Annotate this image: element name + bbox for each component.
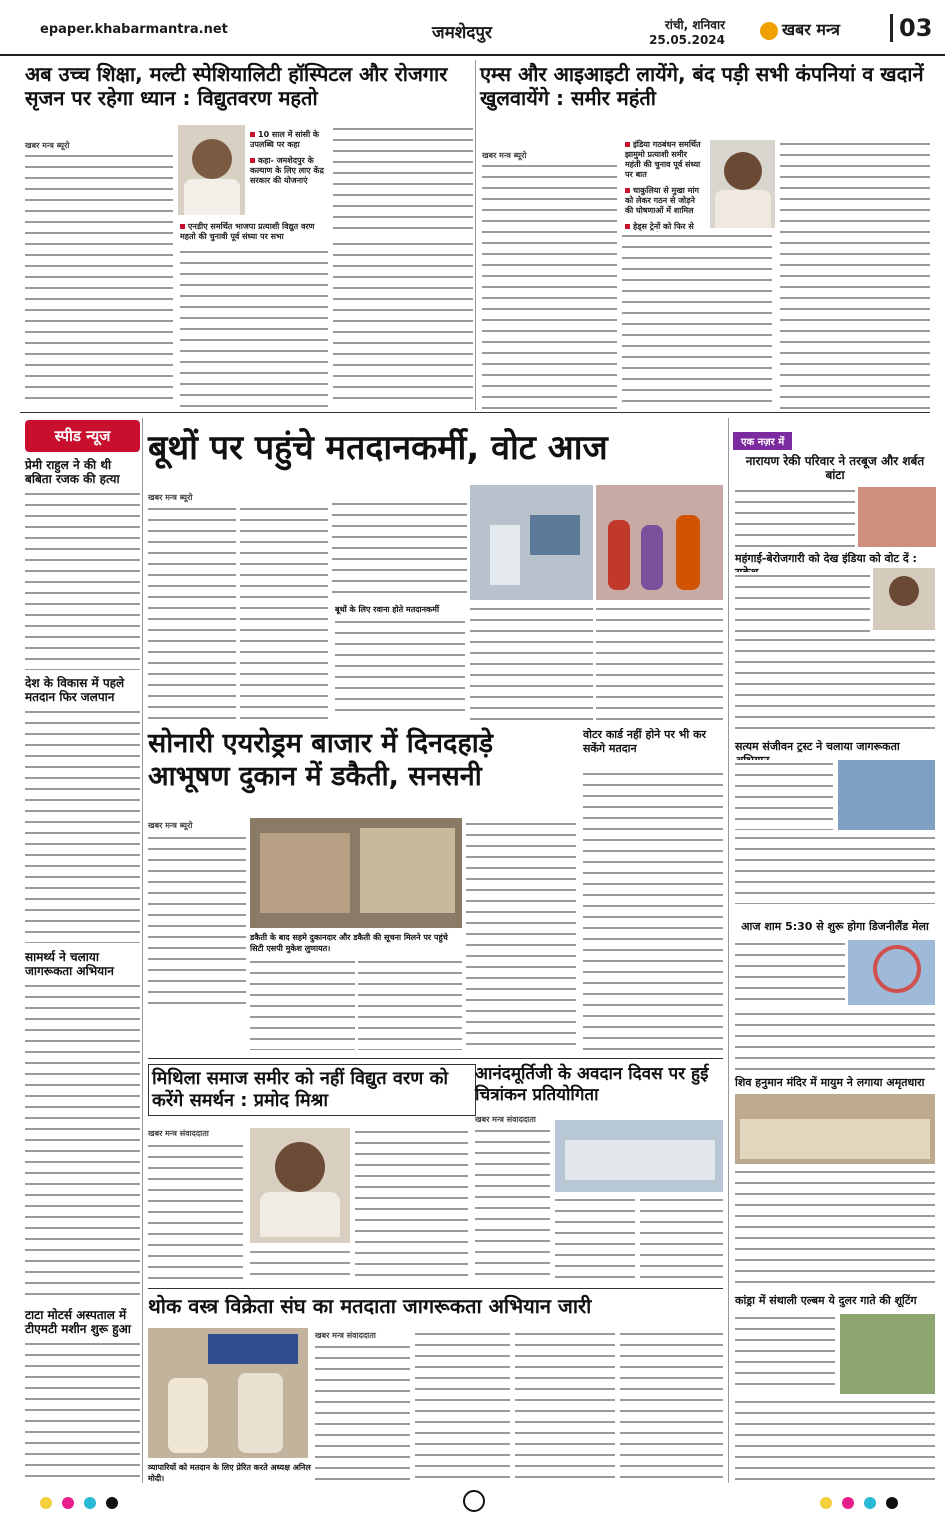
right-item-3-body bbox=[735, 760, 833, 830]
sonari-photo-caption: डकैती के बाद सहमे दुकानदार और डकैती की सूचना मिलने पर पहुंचे सिटी एसपी मुकेश लुणायत। bbox=[250, 933, 448, 953]
speed-news-label: स्पीड न्यूज bbox=[54, 427, 111, 445]
right-item-3-photo bbox=[838, 760, 935, 830]
top-left-photo-caption: एनडीए समर्थित भाजपा प्रत्याशी विद्युत वरण महतो की चुनावी पूर्व संध्या पर सभा bbox=[180, 222, 325, 242]
dot-black bbox=[886, 1497, 898, 1509]
section-divider bbox=[20, 412, 930, 413]
anandmurti-body-col1 bbox=[475, 1127, 550, 1282]
main-headline: बूथों पर पहुंचे मतदानकर्मी, वोट आज bbox=[148, 428, 608, 468]
top-left-headline: अब उच्च शिक्षा, मल्टी स्पेशियालिटी हॉस्पिटल और रोजगार सृजन पर रहेगा ध्यान : विद्युतवरण महतो bbox=[25, 62, 448, 111]
top-right-photo bbox=[710, 140, 775, 228]
bullet-1: इंडिया गठबंधन समर्थित झामुमो प्रत्याशी समीर महंती की चुनाव पूर्व संध्या पर बात bbox=[625, 140, 705, 180]
thok-photo-caption: व्यापारियों को मतदान के लिए प्रेरित करते अध्यक्ष अनिल मोदी। bbox=[148, 1463, 311, 1483]
sonari-body-col4 bbox=[466, 820, 576, 1050]
voter-card-box bbox=[583, 728, 723, 756]
bullet-2: कहा- जमशेदपुर के कल्याण के लिए लाए केंद्र सरकार की योजनाएं bbox=[250, 156, 324, 185]
speed-item-3-title: सामर्थ्य ने चलाया जागरूकता अभियान bbox=[25, 950, 114, 978]
color-dots-right bbox=[820, 1494, 903, 1513]
page-number: 03 bbox=[890, 14, 932, 42]
dot-yellow bbox=[40, 1497, 52, 1509]
right-item-4-photo bbox=[848, 940, 935, 1005]
mithila-body-col1 bbox=[148, 1142, 243, 1282]
divider-mid bbox=[148, 1058, 723, 1059]
voter-card-headline: वोटर कार्ड नहीं होने पर भी कर सकेंगे मतदान bbox=[583, 728, 707, 755]
top-left-bullets-right bbox=[250, 130, 325, 186]
top-right-bullets bbox=[625, 140, 705, 242]
thok-body-col1 bbox=[315, 1343, 410, 1483]
speed-item-2-body bbox=[25, 708, 140, 943]
brand-logo-icon bbox=[760, 22, 778, 40]
right-item-2-body bbox=[735, 572, 870, 632]
edition-date bbox=[615, 18, 725, 48]
main-body-col4 bbox=[335, 618, 465, 720]
brand-logo bbox=[760, 18, 840, 40]
registration-mark-icon bbox=[463, 1490, 485, 1512]
dot-magenta bbox=[62, 1497, 74, 1509]
main-byline: खबर मन्त्र ब्यूरो bbox=[148, 493, 193, 502]
speed-item-1-title: प्रेमी राहुल ने की थी बबिता रजक की हत्या bbox=[25, 458, 120, 486]
right-item-3-body-b bbox=[735, 834, 935, 904]
top-left-photo bbox=[178, 125, 245, 215]
right-item-6-body-b bbox=[735, 1398, 935, 1483]
right-item-5-body bbox=[735, 1168, 935, 1288]
main-photo-2 bbox=[596, 485, 723, 600]
divider-right bbox=[728, 418, 729, 1483]
thok-body-col2 bbox=[415, 1330, 510, 1483]
anandmurti-photo bbox=[555, 1120, 723, 1192]
top-right-byline: खबर मन्त्र ब्यूरो bbox=[482, 151, 527, 160]
divider-bottom bbox=[148, 1288, 723, 1289]
edition-city: जमशेदपुर bbox=[432, 23, 492, 43]
top-right-body-col2 bbox=[622, 232, 772, 410]
bullet-3: हेड्स ट्रेनों को फिर से bbox=[625, 222, 705, 242]
thok-body-col3 bbox=[515, 1330, 615, 1483]
main-body-col5 bbox=[470, 605, 593, 720]
top-left-byline: खबर मन्त्र ब्यूरो bbox=[25, 141, 70, 150]
right-item-4-title: आज शाम 5:30 से शुरू होगा डिजनीलैंड मेला bbox=[741, 920, 929, 933]
bullet-1: 10 साल में सांसी के उपलब्धि पर कहा bbox=[250, 130, 325, 150]
voter-card-body bbox=[583, 770, 723, 1050]
mithila-body-col2 bbox=[250, 1248, 350, 1283]
anandmurti-headline: आनंदमूर्तिजी के अवदान दिवस पर हुई चित्रांकन प्रतियोगिता bbox=[475, 1064, 709, 1105]
right-item-6-photo bbox=[840, 1314, 935, 1394]
divider-left bbox=[142, 418, 143, 1483]
nazar-label: एक नज़र में bbox=[733, 432, 792, 450]
right-item-1-photo bbox=[858, 487, 936, 547]
color-dots-left bbox=[40, 1494, 123, 1513]
dot-cyan bbox=[84, 1497, 96, 1509]
top-left-body-col3b bbox=[333, 240, 473, 408]
top-right-body-col3 bbox=[780, 140, 930, 410]
speed-item-4-body bbox=[25, 1340, 140, 1480]
main-body-col6 bbox=[596, 605, 723, 720]
dot-cyan bbox=[864, 1497, 876, 1509]
main-photo-caption: बूथों के लिए रवाना होते मतदानकर्मी bbox=[335, 605, 440, 614]
epaper-url[interactable]: epaper.khabarmantra.net bbox=[40, 22, 228, 37]
mithila-body-col3 bbox=[355, 1128, 468, 1283]
main-body-col1 bbox=[148, 505, 236, 720]
thok-photo bbox=[148, 1328, 308, 1458]
mithila-photo bbox=[250, 1128, 350, 1243]
right-item-2-title: महंगाई-बेरोजगारी को देख इंडिया को वोट दें : bbox=[735, 552, 917, 565]
mithila-headline: मिथिला समाज समीर को नहीं विद्युत वरण को करेंगे समर्थन : प्रमोद मिश्रा bbox=[148, 1064, 476, 1116]
top-left-body-col3 bbox=[333, 125, 473, 235]
thok-byline: खबर मन्त्र संवाददाता bbox=[315, 1331, 376, 1340]
sonari-headline: सोनारी एयरोड्रम बाजार में दिनदहाड़े आभूषण दुकान में डकैती, सनसनी bbox=[148, 728, 494, 792]
brand-name: खबर मन्त्र bbox=[782, 20, 840, 39]
speed-item-4-title: टाटा मोटर्स अस्पताल में टीएमटी मशीन शुरू हुआ bbox=[25, 1308, 131, 1336]
top-right-body-col1 bbox=[482, 162, 617, 409]
right-item-2-photo bbox=[873, 568, 935, 630]
bullet-2: चाकुलिया से मुखा मांग को लेकर गठन से जोड़ने की घोषणाओं में शामिल bbox=[625, 186, 705, 216]
right-item-3-title: सत्यम संजीवन ट्रस्ट ने चलाया जागरूकता bbox=[735, 740, 900, 753]
dot-yellow bbox=[820, 1497, 832, 1509]
date-line-2: 25.05.2024 bbox=[649, 33, 725, 47]
right-item-5-photo bbox=[735, 1094, 935, 1164]
right-item-2-body-b bbox=[735, 636, 935, 736]
sonari-photo bbox=[250, 818, 462, 928]
right-item-4-body-b bbox=[735, 1010, 935, 1070]
right-item-5-title: शिव हनुमान मंदिर में मायुम ने लगाया अमृतधारा bbox=[735, 1076, 925, 1089]
divider-top bbox=[475, 60, 476, 410]
sonari-body-col3 bbox=[358, 958, 462, 1050]
right-item-1-title: नारायण रेकी परिवार ने तरबूज और शर्बत बांटा bbox=[745, 454, 925, 482]
speed-item-2-title: देश के विकास में पहले मतदान फिर जलपान bbox=[25, 676, 125, 704]
nazar-section-header bbox=[733, 430, 938, 448]
dot-magenta bbox=[842, 1497, 854, 1509]
sonari-body-col1 bbox=[148, 834, 246, 1004]
mithila-byline: खबर मन्त्र संवाददाता bbox=[148, 1129, 209, 1138]
date-line-1: रांची, शनिवार bbox=[664, 18, 725, 32]
anandmurti-body-col3 bbox=[640, 1196, 723, 1282]
top-left-body-col2 bbox=[180, 248, 328, 408]
right-item-1-body bbox=[735, 487, 855, 547]
main-body-col2 bbox=[240, 505, 328, 720]
main-photo-1 bbox=[470, 485, 593, 600]
speed-item-1-body bbox=[25, 490, 140, 670]
top-left-body-col1 bbox=[25, 152, 173, 407]
anandmurti-body-col2 bbox=[555, 1196, 635, 1282]
speed-item-3-body bbox=[25, 982, 140, 1302]
thok-headline: थोक वस्त्र विक्रेता संघ का मतदाता जागरूकता अभियान जारी bbox=[148, 1294, 592, 1318]
anandmurti-byline: खबर मन्त्र संवाददाता bbox=[475, 1115, 536, 1124]
sonari-byline: खबर मन्त्र ब्यूरो bbox=[148, 821, 193, 830]
sonari-body-col2 bbox=[250, 958, 355, 1050]
top-right-headline: एम्स और आइआइटी लायेंगे, बंद पड़ी सभी कंपनियां व खदानें खुलवायेंगे : समीर महंती bbox=[480, 62, 924, 111]
dot-black bbox=[106, 1497, 118, 1509]
thok-body-col4 bbox=[620, 1330, 723, 1483]
main-body-col3 bbox=[332, 500, 467, 600]
right-item-4-body bbox=[735, 940, 845, 1005]
right-item-6-title: कांड्रा में संथाली एल्बम ये दुलर गाते की शूटिंग bbox=[735, 1294, 917, 1307]
right-item-6-body bbox=[735, 1314, 835, 1394]
speed-news-badge bbox=[25, 420, 140, 452]
